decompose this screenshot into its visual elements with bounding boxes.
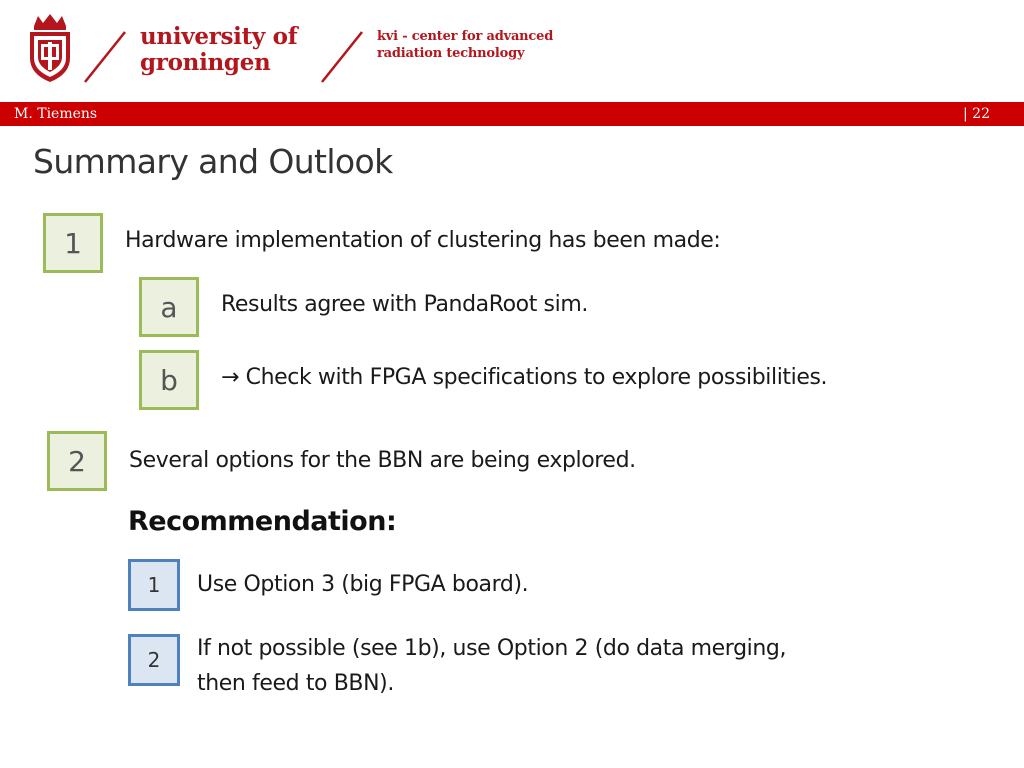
page-number: | 22 <box>963 106 990 122</box>
marker-box-b: b <box>139 350 199 410</box>
item-text-1: Hardware implementation of clustering has been made: <box>125 228 721 253</box>
item-text-a: Results agree with PandaRoot sim. <box>221 292 588 317</box>
recommendation-marker-1: 1 <box>128 559 180 611</box>
divider-slash <box>320 30 364 84</box>
item-text-b: → Check with FPGA specifications to explore possibilities. <box>221 365 828 390</box>
university-name <box>140 24 297 76</box>
institute-name <box>377 28 553 62</box>
recommendation-marker-2: 2 <box>128 634 180 686</box>
institute-name-line2: radiation technology <box>377 46 525 61</box>
recommendation-heading: Recommendation: <box>128 506 397 537</box>
institute-name-line1: kvi - center for advanced <box>377 29 554 44</box>
slide-info-bar <box>0 102 1024 126</box>
item-text-2: Several options for the BBN are being explored. <box>129 448 636 473</box>
marker-box-1: 1 <box>43 213 103 273</box>
recommendation-text-2-line2: then feed to BBN). <box>197 671 394 696</box>
divider-slash <box>83 30 127 84</box>
university-name-line1: university of <box>140 23 298 50</box>
author-name: M. Tiemens <box>14 106 98 122</box>
header-logos <box>0 0 1024 100</box>
university-name-line2: groningen <box>140 49 271 76</box>
marker-box-a: a <box>139 277 199 337</box>
slide-title: Summary and Outlook <box>33 142 393 181</box>
recommendation-text-2-line1: If not possible (see 1b), use Option 2 (do data merging, <box>197 636 787 661</box>
recommendation-text-1: Use Option 3 (big FPGA board). <box>197 572 529 597</box>
university-crest-logo <box>26 12 74 84</box>
marker-box-2: 2 <box>47 431 107 491</box>
